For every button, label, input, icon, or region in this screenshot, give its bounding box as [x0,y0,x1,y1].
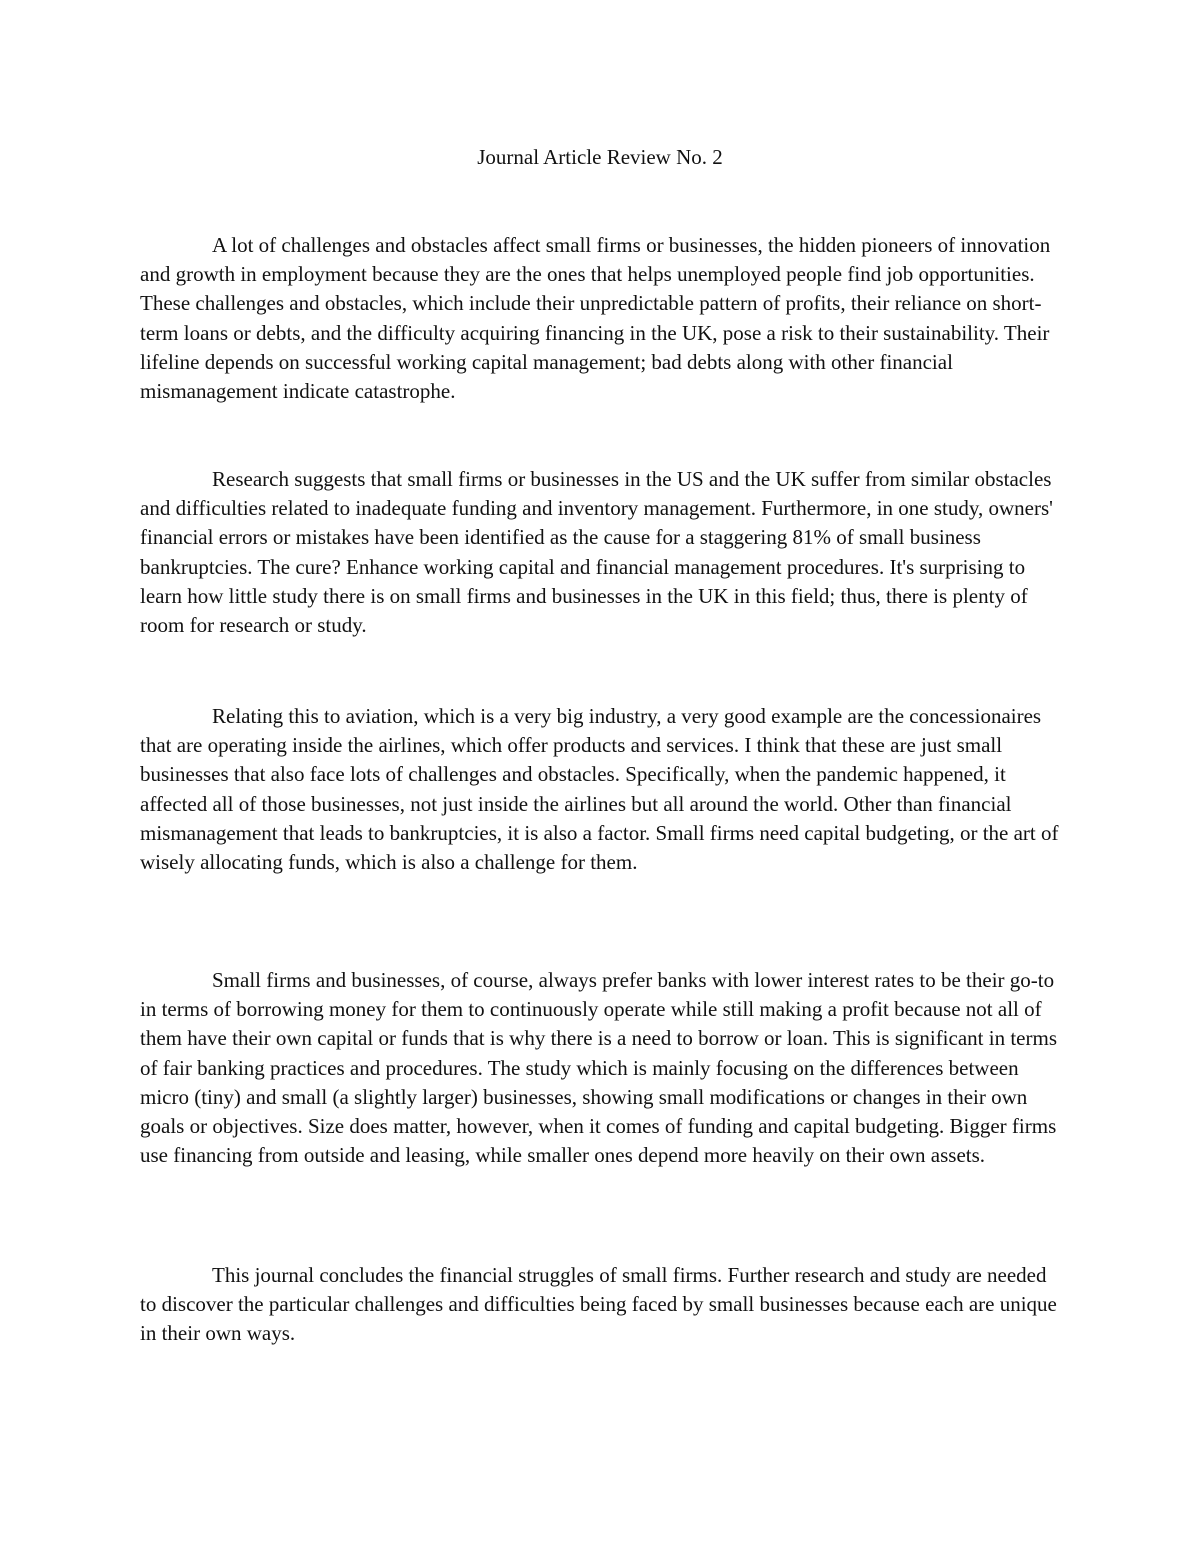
paragraph-1: A lot of challenges and obstacles affect small firms or businesses, the hidden pioneers of innovation and growth in employment because they are the ones that helps unemployed people find job opportunities. These challenges and obstacles, which include their unpredictable pattern of profits, their reliance on short-term loans or debts, and the difficulty acquiring financing in the UK, pose a risk to their sustainability. Their lifeline depends on successful working capital management; bad debts along with other financial mismanagement indicate catastrophe. [140,233,1051,404]
paragraph-2: Research suggests that small firms or businesses in the US and the UK suffer from similar obstacles and difficulties related to inadequate funding and inventory management. Furthermore, in one study, owners' financial errors or mistakes have been identified as the cause for a staggering 81% of small business bankruptcies. The cure? Enhance working capital and financial management procedures. It's surprising to learn how little study there is on small firms and businesses in the UK in this field; thus, there is plenty of room for research or study. [140,467,1053,638]
document-title: Journal Article Review No. 2 [477,145,723,169]
paragraph-5: This journal concludes the financial struggles of small firms. Further research and study are needed to discover the particular challenges and difficulties being faced by small businesses because each are unique in their own ways. [140,1263,1057,1346]
paragraph-3: Relating this to aviation, which is a very big industry, a very good example are the concessionaires that are operating inside the airlines, which offer products and services. I think that these are just small businesses that also face lots of challenges and obstacles. Specifically, when the pandemic happened, it affected all of those businesses, not just inside the airlines but all around the world. Other than financial mismanagement that leads to bankruptcies, it is also a factor. Small firms need capital budgeting, or the art of wisely allocating funds, which is also a challenge for them. [140,704,1059,875]
paragraph-4: Small firms and businesses, of course, always prefer banks with lower interest rates to be their go-to in terms of borrowing money for them to continuously operate while still making a profit because not all of them have their own capital or funds that is why there is a need to borrow or loan. This is significant in terms of fair banking practices and procedures. The study which is mainly focusing on the differences between micro (tiny) and small (a slightly larger) businesses, showing small modifications or changes in their own goals or objectives. Size does matter, however, when it comes of funding and capital budgeting. Bigger firms use financing from outside and leasing, while smaller ones depend more heavily on their own assets. [140,968,1057,1168]
